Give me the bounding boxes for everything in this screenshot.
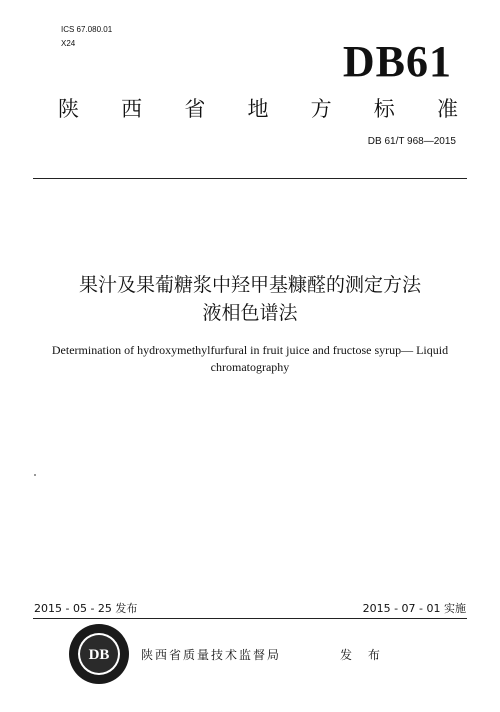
standard-name-char: 准 <box>436 97 458 121</box>
title-english <box>40 342 460 376</box>
standard-name-char: 陕 <box>58 97 79 121</box>
title-english-line2: chromatography <box>210 360 290 374</box>
issuer-name: 陕西省质量技术监督局 <box>141 648 282 662</box>
standard-name-char: 西 <box>121 97 143 121</box>
implement-date: 2015 - 07 - 01 实施 <box>362 602 466 615</box>
ccs-code: X24 <box>61 39 76 48</box>
standard-name-char: 省 <box>184 97 206 121</box>
standard-name-char: 标 <box>373 97 395 121</box>
ics-code: ICS 67.080.01 <box>61 25 113 34</box>
db61-logo: DB61 <box>342 37 452 86</box>
title-chinese-line2: 液相色谱法 <box>202 302 298 324</box>
title-english-line1: Determination of hydroxymethylfurfural in fruit juice and fructose syrup— Liquid <box>51 343 449 357</box>
standard-name-char: 地 <box>247 97 269 121</box>
standard-number: DB 61/T 968—2015 <box>367 136 456 147</box>
header-divider <box>33 178 467 179</box>
seal-mark: DB <box>88 647 110 663</box>
issuer-seal-icon <box>68 623 130 685</box>
footer-divider <box>33 618 467 619</box>
scan-speck <box>34 474 36 476</box>
publish-date: 2015 - 05 - 25 发布 <box>34 602 138 615</box>
issue-label: 发 布 <box>340 648 386 662</box>
standard-name-char: 方 <box>310 97 332 121</box>
title-chinese-line1: 果汁及果葡糖浆中羟甲基糠醛的测定方法 <box>78 274 421 296</box>
standard-category-name <box>58 96 458 122</box>
